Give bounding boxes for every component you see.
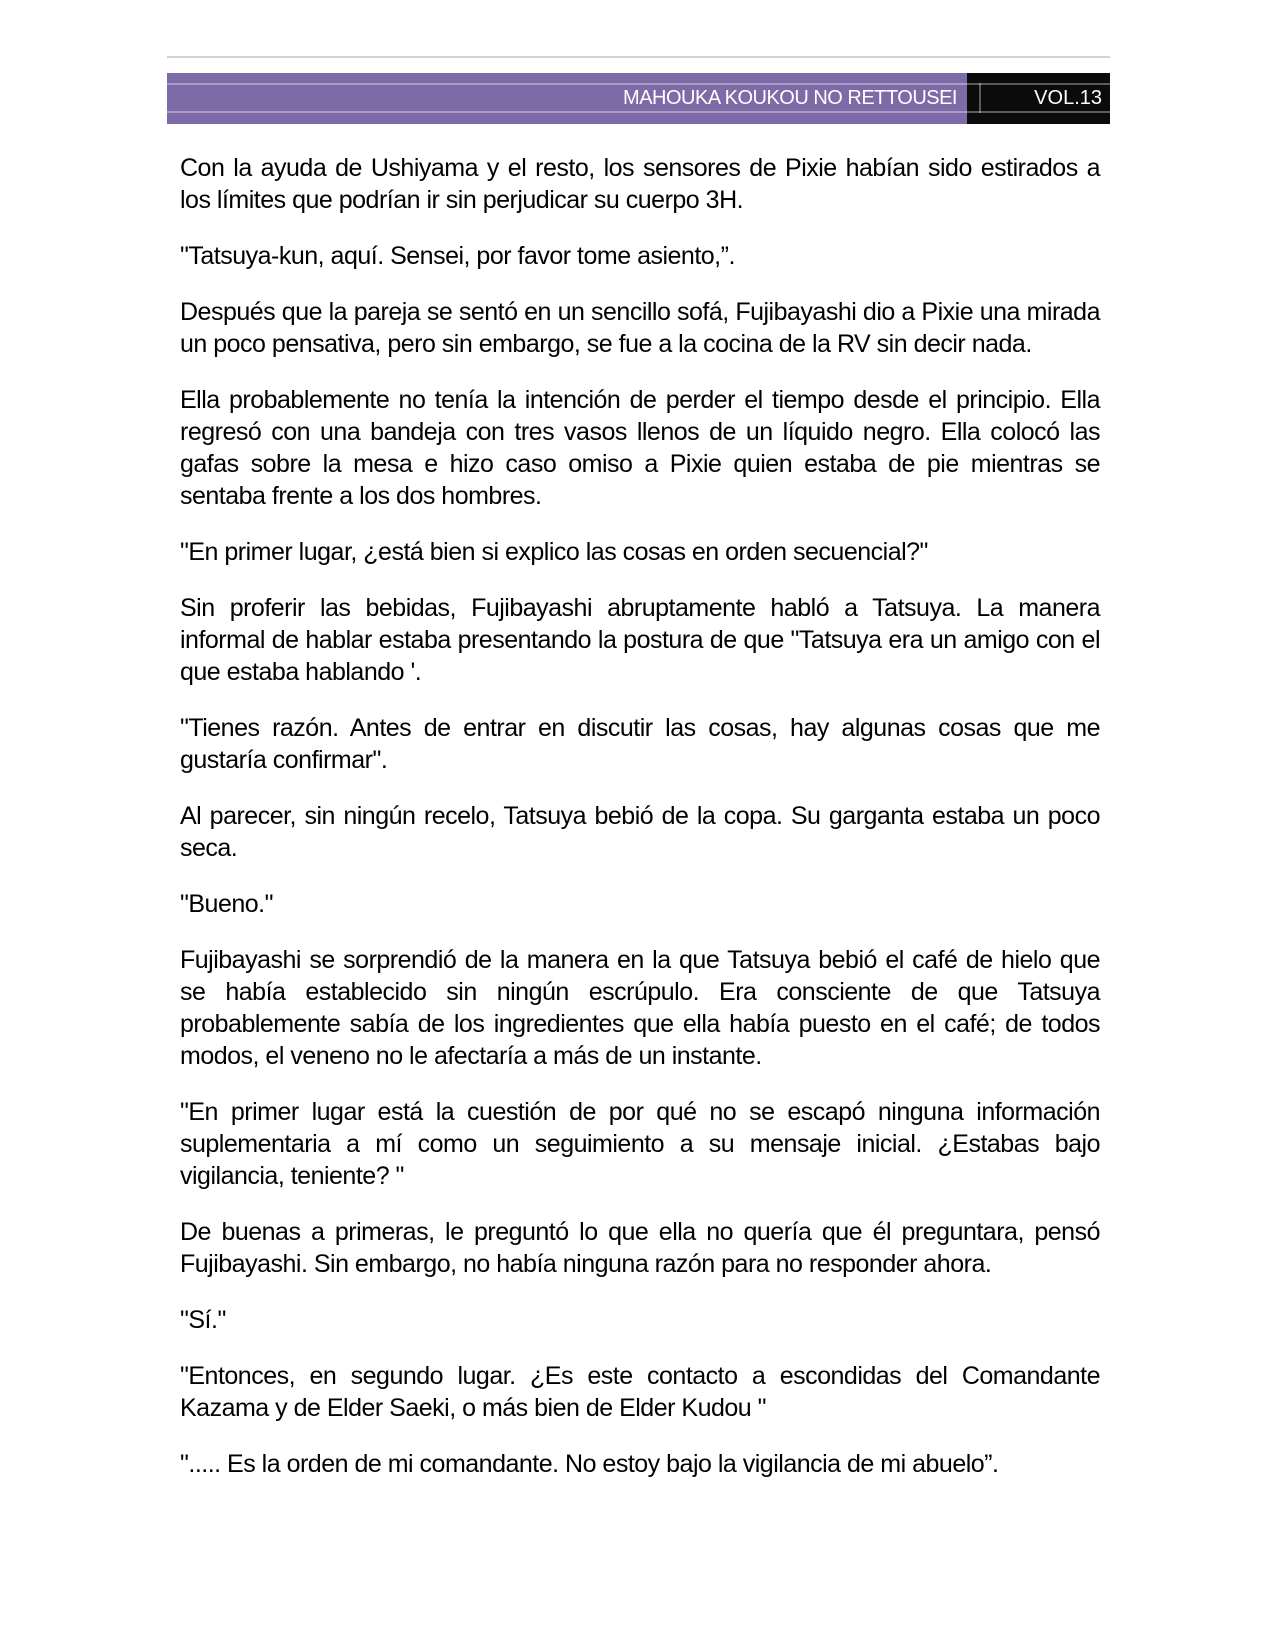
paragraph: Ella probablemente no tenía la intención de perder el tiempo desde el principio. Ella regresó con una bandeja con tres vasos llenos de un líquido negro. Ella colocó las gafas sobre la mesa e hizo caso omiso a Pixie quien estaba de pie mientras se sentaba frente a los dos hombres. <box>180 386 1100 510</box>
paragraph: Después que la pareja se sentó en un sencillo sofá, Fujibayashi dio a Pixie una mirada un poco pensativa, pero sin embargo, se fue a la cocina de la RV sin decir nada. <box>180 298 1100 358</box>
paragraph: "En primer lugar está la cuestión de por qué no se escapó ninguna información suplementaria a mí como un seguimiento a su mensaje inicial. ¿Estabas bajo vigilancia, teniente? " <box>180 1098 1100 1190</box>
paragraph: "Sí." <box>180 1306 226 1334</box>
volume-label: VOL.13 <box>1034 87 1102 109</box>
paragraph: "Tatsuya-kun, aquí. Sensei, por favor tome asiento,”. <box>180 242 735 270</box>
header-top-rule <box>167 56 1110 58</box>
paragraph: "Bueno." <box>180 890 273 918</box>
paragraph: "En primer lugar, ¿está bien si explico las cosas en orden secuencial?" <box>180 538 928 566</box>
volume-badge <box>967 73 1110 124</box>
paragraph: Con la ayuda de Ushiyama y el resto, los sensores de Pixie habían sido estirados a los límites que podrían ir sin perjudicar su cuerpo 3H. <box>180 154 1100 214</box>
paragraph: Sin proferir las bebidas, Fujibayashi abruptamente habló a Tatsuya. La manera informal de hablar estaba presentando la postura de que "Tatsuya era un amigo con el que estaba hablando '. <box>180 594 1100 686</box>
volume-divider-line <box>979 83 981 113</box>
body-text <box>180 152 1100 1504</box>
header-title: MAHOUKA KOUKOU NO RETTOUSEI <box>623 87 957 109</box>
paragraph: De buenas a primeras, le preguntó lo que ella no quería que él preguntara, pensó Fujibayashi. Sin embargo, no había ninguna razón para no responder ahora. <box>180 1218 1100 1278</box>
header-bar <box>167 73 1110 124</box>
paragraph: Fujibayashi se sorprendió de la manera en la que Tatsuya bebió el café de hielo que se había establecido sin ningún escrúpulo. Era consciente de que Tatsuya probablemente sabía de los ingredientes que ella había puesto en el café; de todos modos, el veneno no le afectaría a más de un instante. <box>180 946 1100 1070</box>
paragraph: "Entonces, en segundo lugar. ¿Es este contacto a escondidas del Comandante Kazama y de Elder Saeki, o más bien de Elder Kudou " <box>180 1362 1100 1422</box>
paragraph: "..... Es la orden de mi comandante. No estoy bajo la vigilancia de mi abuelo”. <box>180 1450 999 1478</box>
paragraph: "Tienes razón. Antes de entrar en discutir las cosas, hay algunas cosas que me gustaría confirmar". <box>180 714 1100 774</box>
paragraph: Al parecer, sin ningún recelo, Tatsuya bebió de la copa. Su garganta estaba un poco seca. <box>180 802 1100 862</box>
